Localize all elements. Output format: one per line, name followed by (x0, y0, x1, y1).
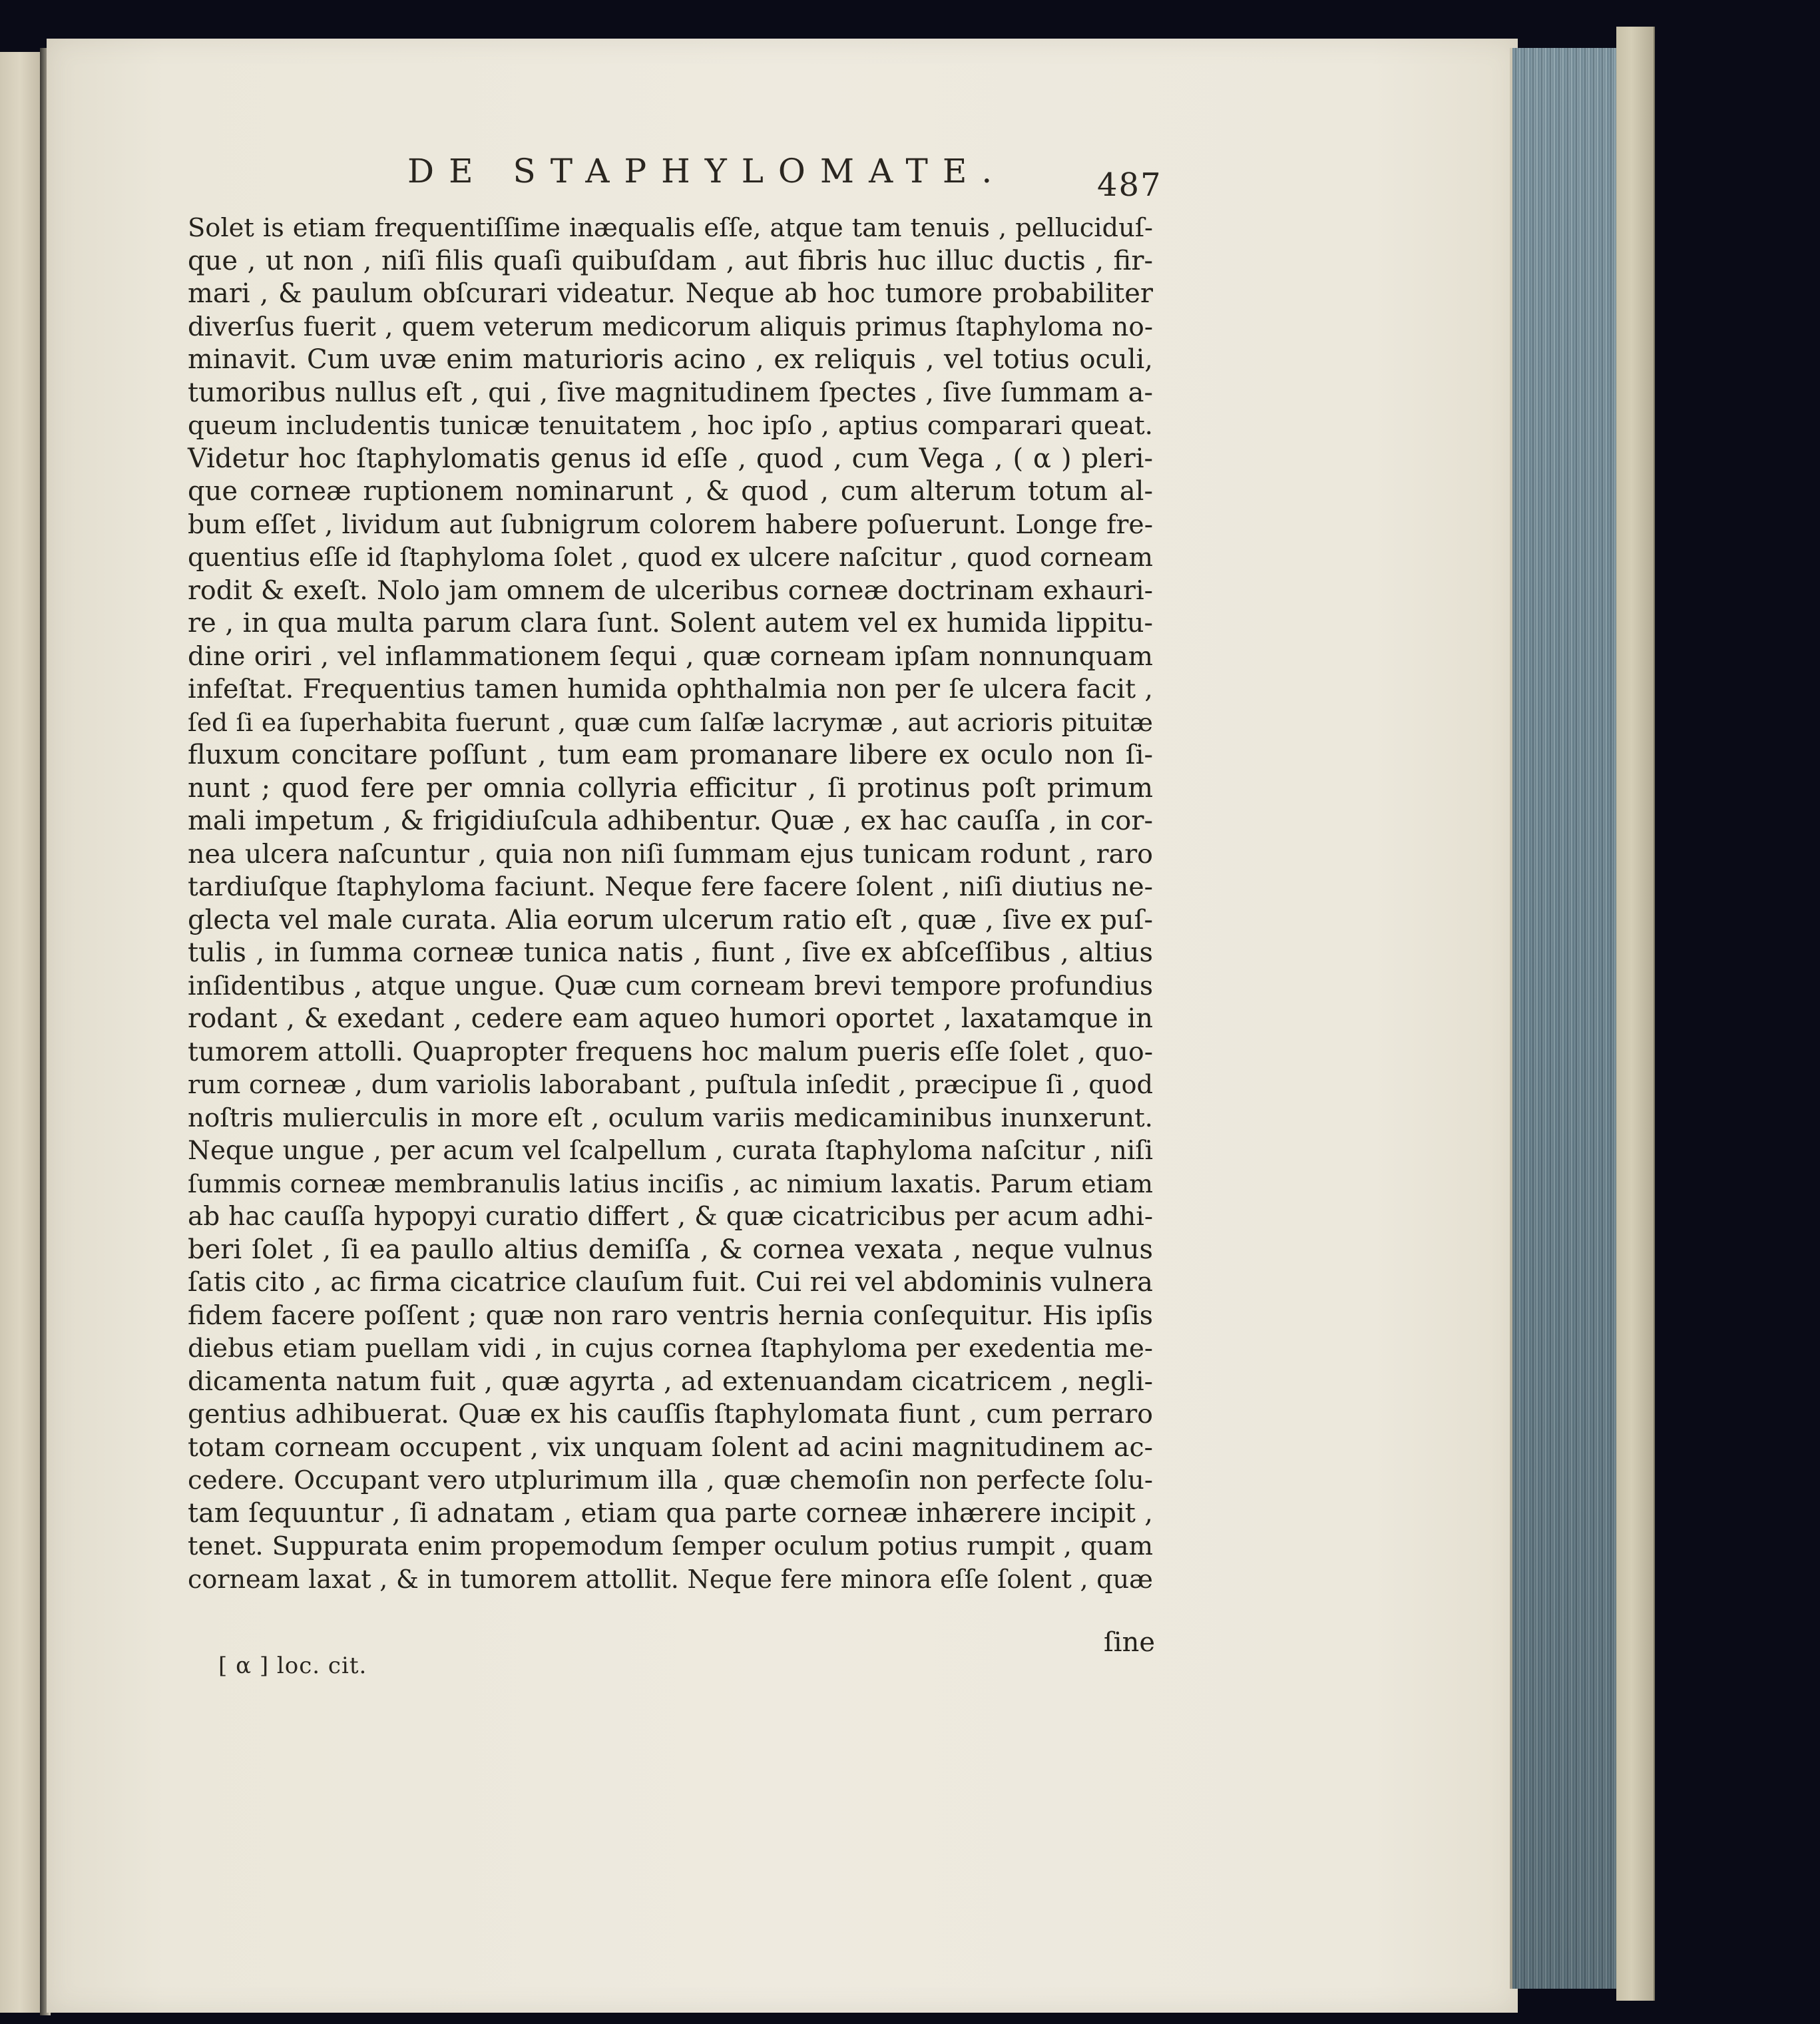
page-number: 487 (1097, 166, 1162, 204)
text-line: gentius adhibuerat. Quæ ex his cauſſis ſtaphylomata fiunt , cum perraro (188, 1399, 1153, 1429)
text-line: corneam laxat , & in tumorem attollit. Neque fere minora eſſe ſolent , quæ (188, 1564, 1153, 1594)
text-line: rum corneæ , dum variolis laborabant , puſtula inſedit , præcipue ſi , quod (188, 1070, 1153, 1100)
text-line: diebus etiam puellam vidi , in cujus cornea ſtaphyloma per exedentia me- (188, 1334, 1153, 1364)
book-cover-edge (1616, 27, 1655, 2001)
text-line: tenet. Suppurata enim propemodum ſemper oculum potius rumpit , quam (188, 1531, 1153, 1561)
text-line: dicamenta natum fuit , quæ agyrta , ad extenuandam cicatricem , negli- (188, 1366, 1153, 1397)
running-head: DE STAPHYLOMATE. (407, 152, 1007, 190)
text-line: dine oriri , vel inflammationem ſequi , quæ corneam ipſam nonnunquam (188, 640, 1153, 672)
text-line: que corneæ ruptionem nominarunt , & quod , cum alterum totum al- (188, 476, 1153, 507)
facing-page-edge (0, 52, 42, 2013)
text-line: noſtris mulierculis in more eſt , oculum variis medicaminibus inunxerunt. (188, 1103, 1153, 1133)
text-line: que , ut non , niſi filis quaſi quibuſdam , aut fibris huc illuc ductis , fir- (188, 245, 1153, 276)
text-line: tardiuſque ſtaphyloma faciunt. Neque fere facere ſolent , niſi diutius ne- (188, 872, 1153, 902)
catchword: ſine (1104, 1627, 1156, 1658)
text-line: mali impetum , & frigidiuſcula adhibentur. Quæ , ex hac cauſſa , in cor- (188, 806, 1153, 836)
text-line: ſed ſi ea ſuperhabita fuerunt , quæ cum ſalſæ lacrymæ , aut acrioris pituitæ (188, 707, 1153, 737)
text-line: beri ſolet , ſi ea paullo altius demiſſa , & cornea vexata , neque vulnus (188, 1234, 1153, 1265)
text-line: rodant , & exedant , cedere eam aqueo humori oportet , laxatamque in (188, 1003, 1153, 1034)
text-line: minavit. Cum uvæ enim maturioris acino , ex reliquis , vel totius oculi, (188, 344, 1153, 375)
footnote: [ α ] loc. cit. (218, 1652, 367, 1679)
text-line: diverſus fuerit , quem veterum medicorum aliquis primus ſtaphyloma no- (188, 312, 1153, 342)
text-line: infeſtat. Frequentius tamen humida ophthalmia non per ſe ulcera facit , (188, 674, 1153, 704)
text-line: mari , & paulum obſcurari videatur. Neque ab hoc tumore probabiliter (188, 278, 1153, 309)
text-line: totam corneam occupent , vix unquam ſolent ad acini magnitudinem ac- (188, 1431, 1153, 1463)
text-line: fidem facere poſſent ; quæ non raro ventris hernia conſequitur. His ipſis (188, 1300, 1153, 1331)
text-line: Videtur hoc ſtaphylomatis genus id eſſe , quod , cum Vega , ( α ) pleri- (188, 443, 1153, 474)
text-line: tumoribus nullus eſt , qui , ſive magnitudinem ſpectes , ſive ſummam a- (188, 377, 1153, 408)
text-line: tumorem attolli. Quapropter frequens hoc malum pueris eſſe ſolet , quo- (188, 1036, 1153, 1067)
text-line: ſummis corneæ membranulis latius inciſis , ac nimium laxatis. Parum etiam (188, 1168, 1153, 1198)
text-line: nunt ; quod fere per omnia collyria efficitur , ſi protinus poſt primum (188, 772, 1153, 804)
text-line: tulis , in ſumma corneæ tunica natis , fiunt , ſive ex abſceſſibus , altius (188, 937, 1153, 968)
text-line: cedere. Occupant vero utplurimum illa , quæ chemoſin non perfecte ſolu- (188, 1465, 1153, 1495)
text-line: ab hac cauſſa hypopyi curatio differt , & quæ cicatricibus per acum adhi- (188, 1202, 1153, 1232)
body-text (188, 212, 1153, 1596)
text-line: quentius eſſe id ſtaphyloma ſolet , quod ex ulcere naſcitur , quod corneam (188, 543, 1153, 573)
text-line: fluxum concitare poſſunt , tum eam promanare libere ex oculo non ſi- (188, 740, 1153, 770)
page-block-shading (1510, 48, 1616, 1989)
text-line: glecta vel male curata. Alia eorum ulcerum ratio eſt , quæ , ſive ex puſ- (188, 904, 1153, 935)
text-line: queum includentis tunicæ tenuitatem , hoc ipſo , aptius comparari queat. (188, 411, 1153, 441)
text-line: bum eſſet , lividum aut ſubnigrum colorem habere poſuerunt. Longe fre- (188, 509, 1153, 540)
text-line: Solet is etiam frequentiſſime inæqualis eſſe, atque tam tenuis , pelluciduſ- (188, 213, 1153, 243)
text-line: rodit & exeſt. Nolo jam omnem de ulceribus corneæ doctrinam exhauri- (188, 575, 1153, 606)
text-line: tam ſequuntur , ſi adnatam , etiam qua parte corneæ inhærere incipit , (188, 1497, 1153, 1529)
text-line: nea ulcera naſcuntur , quia non niſi ſummam ejus tunicam rodunt , raro (188, 838, 1153, 870)
text-line: ſatis cito , ac firma cicatrice clauſum fuit. Cui rei vel abdominis vulnera (188, 1267, 1153, 1298)
text-line: re , in qua multa parum clara ſunt. Solent autem vel ex humida lippitu- (188, 608, 1153, 638)
text-line: Neque ungue , per acum vel ſcalpellum , curata ſtaphyloma naſcitur , niſi (188, 1136, 1153, 1166)
text-line: inſidentibus , atque ungue. Quæ cum corneam brevi tempore profundius (188, 971, 1153, 1001)
